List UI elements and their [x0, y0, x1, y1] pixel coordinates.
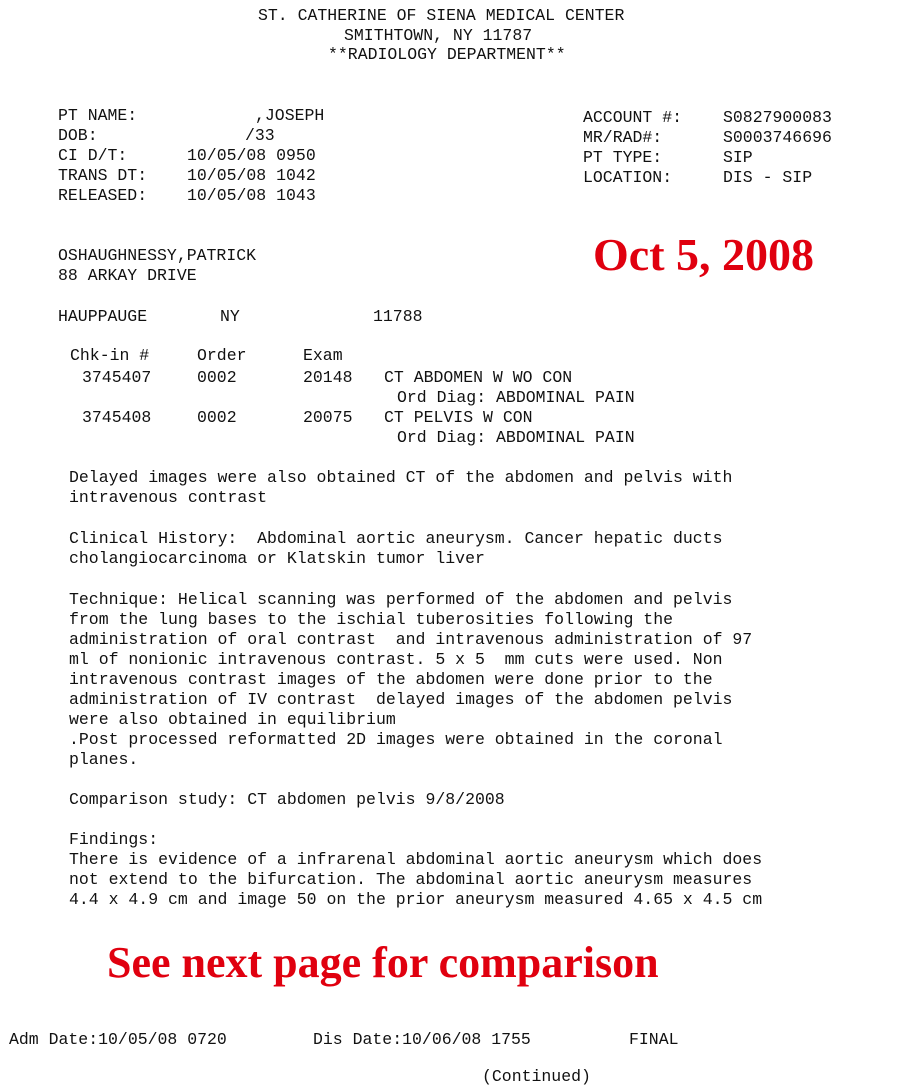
dob-label: DOB:: [58, 126, 98, 145]
row-diagnosis: Ord Diag: ABDOMINAL PAIN: [397, 428, 635, 447]
pt-type-label: PT TYPE:: [583, 148, 663, 167]
ci-value: 10/05/08 0950: [187, 146, 316, 165]
row-exam: 20075: [303, 408, 353, 427]
location-value: DIS - SIP: [723, 168, 813, 187]
physician-city: HAUPPAUGE: [58, 307, 148, 326]
row-order: 0002: [197, 408, 237, 427]
released-label: RELEASED:: [58, 186, 148, 205]
mr-label: MR/RAD#:: [583, 128, 663, 147]
ci-label: CI D/T:: [58, 146, 128, 165]
account-label: ACCOUNT #:: [583, 108, 683, 127]
comparison-paragraph: Comparison study: CT abdomen pelvis 9/8/2008: [69, 790, 505, 809]
row-chkin: 3745407: [82, 368, 152, 387]
col-header-order: Order: [197, 346, 247, 365]
clinical-history-paragraph: Clinical History: Abdominal aortic aneurysm. Cancer hepatic ducts cholangiocarcinoma or Klatskin tumor liver: [69, 529, 723, 568]
col-header-chkin: Chk-in #: [70, 346, 150, 365]
delayed-images-paragraph: Delayed images were also obtained CT of the abdomen and pelvis with intravenous contrast: [69, 468, 733, 507]
pt-name-label: PT NAME:: [58, 106, 138, 125]
row-order: 0002: [197, 368, 237, 387]
location-label: LOCATION:: [583, 168, 673, 187]
row-exam: 20148: [303, 368, 353, 387]
trans-label: TRANS DT:: [58, 166, 148, 185]
discharge-date: Dis Date:10/06/08 1755: [313, 1030, 531, 1049]
findings-paragraph: Findings: There is evidence of a infrarenal abdominal aortic aneurysm which does not extend to the bifurcation. The abdominal aortic aneurysm measures 4.4 x 4.9 cm and image 50 on the prior aneurysm measured 4.65 x 4.5 cm: [69, 830, 763, 909]
report-status: FINAL: [629, 1030, 679, 1049]
continued-note: (Continued): [482, 1067, 591, 1086]
technique-paragraph: Technique: Helical scanning was performed of the abdomen and pelvis from the lung bases to the ischial tuberosities following the administration of oral contrast and intravenous administration of 97 ml of nonionic intravenous contrast. 5 x 5 mm cuts were used. Non intravenous contrast images of the abdomen were done prior to the administration of IV contrast delayed images of the abdomen pelvis were also obtained in equilibrium .Post processed reformatted 2D images were obtained in the coronal planes.: [69, 590, 753, 769]
row-diagnosis: Ord Diag: ABDOMINAL PAIN: [397, 388, 635, 407]
physician-state: NY: [220, 307, 240, 326]
pt-name-value: ,JOSEPH: [255, 106, 325, 125]
hospital-address: SMITHTOWN, NY 11787: [344, 26, 533, 45]
date-annotation: Oct 5, 2008: [593, 229, 815, 280]
row-description: CT ABDOMEN W WO CON: [384, 368, 573, 387]
account-value: S0827900083: [723, 108, 832, 127]
col-header-exam: Exam: [303, 346, 343, 365]
row-chkin: 3745408: [82, 408, 152, 427]
physician-name: OSHAUGHNESSY,PATRICK: [58, 246, 257, 265]
dob-value: /33: [245, 126, 275, 145]
next-page-annotation: See next page for comparison: [107, 938, 659, 987]
row-description: CT PELVIS W CON: [384, 408, 533, 427]
trans-value: 10/05/08 1042: [187, 166, 316, 185]
physician-zip: 11788: [373, 307, 423, 326]
department-title: **RADIOLOGY DEPARTMENT**: [328, 45, 566, 64]
physician-street: 88 ARKAY DRIVE: [58, 266, 197, 285]
admission-date: Adm Date:10/05/08 0720: [9, 1030, 227, 1049]
hospital-name: ST. CATHERINE OF SIENA MEDICAL CENTER: [258, 6, 625, 25]
released-value: 10/05/08 1043: [187, 186, 316, 205]
pt-type-value: SIP: [723, 148, 753, 167]
mr-value: S0003746696: [723, 128, 832, 147]
